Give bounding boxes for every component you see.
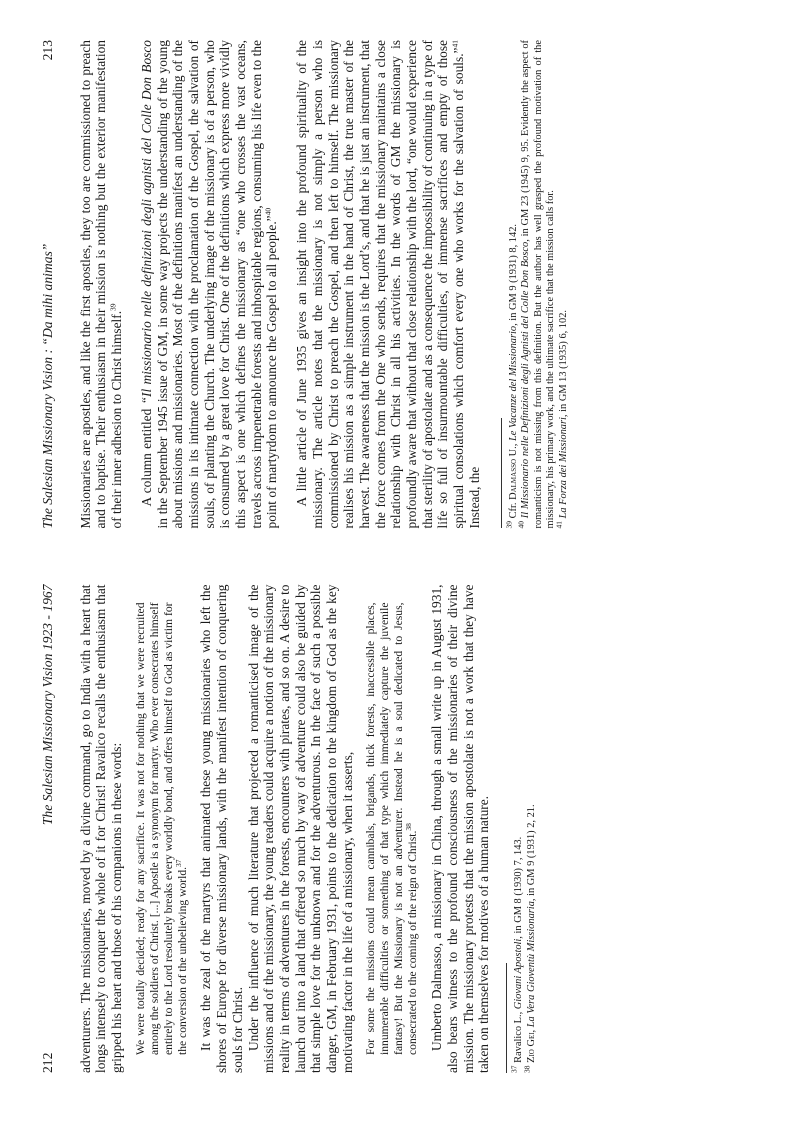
- column-title: “Il missionario nelle definizioni degli agnisti del Colle Don Bosco: [138, 40, 154, 405]
- footnote-text: , in GM 23 (1945) 9, 95. Evidently the aspect of romanticism is not missing from this definition. But the author has well grasped the profound motivation of the missionary, his primary work, and the ultimate sacrifice that the mission calls for.: [520, 40, 557, 529]
- paragraph-text: in the September 1945 issue of GM, in some way projects the understanding of the young about missions and missionaries. Most of the definitions manifest an understanding of the missions in its intimate connection with the proclamation of the Gospel, the salvation of souls, of planting the Church. The underlying image of the missionary is of a person, who is consumed by a great love for Christ. One of the definitions which express more vividly this aspect is one which defines the missionary as “one who crosses the vast oceans, travels across impenetrable forests and inhospitable regions, consuming his life even to the point of martyrdom to announce the Gospel to all people.”: [154, 40, 280, 529]
- footnote-title: La Vera Gioventù Missionaria: [525, 901, 537, 1028]
- spacer: [125, 40, 139, 529]
- footnote-ref: 41: [450, 40, 460, 48]
- footnote-ref: 37: [173, 859, 183, 867]
- footnote-text: , in GM 13 (1935) 6, 102.: [557, 309, 569, 418]
- paragraph: Under the influence of much literature that projected a romanticised image of the missions and of the missionary, the young readers could acquire a notion of the missionary reality in terms of adventures in the forests, encounters with pirates, and so on. A desire to launch out into a land that offered so much by way of adventure could also be guided by that simple love for the unknown and for the adventurous. In the face of such a possible danger, GM, in February 1931, points to the dedication to the kingdom of God as the key motivating factor in the life of a missionary, when it asserts,: [245, 584, 355, 1073]
- footnote: [504, 40, 521, 529]
- footnote-title: Il Missionario nelle Definizioni degli Agnisti del Colle Don Bosco: [520, 241, 532, 519]
- paragraph: It was the zeal of the martyrs that animated these young missionaries who left the shores of Europe for diverse missionary lands, with the manifest intention of conquering souls for Christ.: [198, 584, 245, 1073]
- footnote-title: Le Vacanze del Missionario: [507, 325, 519, 442]
- footnotes: [509, 585, 538, 1074]
- paragraph-text: A little article of June 1935 gives an insight into the profound spirituality of the missionary. The article notes that the missionary is not simply a person who is commissioned by Christ to preach the Gospel, and then left to himself. The missionary realises his mission as a simple instrument in the hand of Christ, the true master of the harvest. The awareness that the mission is the Lord’s, and that he is just an instrument, that the force comes from the One who sends, requires that the missionary maintains a close relationship with Christ in all his activities. In the words of GM the missionary is profoundly aware that without that close relationship with the lord, “one would experience that sterility of apostolate and as a consequence the impossibility of continuing in a type of life so full of insurmountable difficulties, of immense sacrifices and empty of those spiritual consolations which comfort every one who works for the salvation of souls.”: [294, 40, 467, 529]
- footnote-author: Dalmasso U.: [507, 446, 519, 500]
- footnote: [516, 40, 558, 529]
- footnote-title: Giovani Apostoli: [512, 938, 524, 1010]
- page-number: 213: [40, 40, 55, 61]
- running-head: [40, 40, 56, 529]
- paragraph: adventurers. The missionaries, moved by a divine command, go to India with a heart that longs intensely to conquer the whole of it for Christ! Ravalico recalls the enthusiasm that gripped his heart and those of his companions in these words:: [77, 584, 125, 1073]
- footnote: [554, 40, 571, 529]
- paragraph: Umberto Dalmasso, a missionary in China, through a small write up in August 1931, also bears witness to the profound consciousness of the missionaries of their divine mission. The missionary protests that the mission apostolate is not a work that they have taken on themselves for motives of a human nature.: [429, 584, 492, 1073]
- page-number: 212: [40, 1052, 55, 1073]
- right-page: [40, 40, 753, 529]
- footnote-text: ,: [525, 1027, 537, 1033]
- footnote-number: 38: [522, 1065, 532, 1073]
- footnote: [522, 585, 539, 1074]
- left-page: [40, 585, 753, 1074]
- quote-text: For some the missions could mean cannibals, brigands, thick forests, inaccessible places, innumerable difficulties or something of that type which immediately capture the juvenile fantasy! But the Missionary is not an adventurer. Instead he is a soul dedicated to Jesus, consecrated to the coming of the reign of Christ.: [364, 602, 420, 1055]
- footnote-text: , in GM 9 (1931) 8, 142.: [507, 224, 519, 326]
- running-title: The Salesian Missionary Vision 1923 - 1967: [40, 584, 55, 826]
- paragraph: [139, 40, 280, 529]
- paragraph: [78, 40, 125, 529]
- block-quote: [364, 603, 420, 1056]
- spacer: [280, 40, 294, 529]
- paragraph: [294, 40, 482, 529]
- running-title: The Salesian Missionary Vision : “Da mihi animas”: [40, 243, 55, 529]
- footnote-number: 40: [516, 521, 526, 529]
- footnote-text: , in GM 8 (1930) 7, 143.: [512, 836, 524, 939]
- footnote-number: 41: [554, 521, 564, 529]
- footnote-author: Zio Gei: [525, 1032, 537, 1063]
- footnote-title: La Forza dei Missionari: [557, 417, 569, 519]
- footnote-text: Ravalico L.,: [512, 1009, 524, 1063]
- paragraph-text: Missionaries are apostles, and like the first apostles, they too are commissioned to preach and to baptise. Their enthusiasm in their mission is nothing but the exterior manifestation of their inner adhesion to Christ himself.: [77, 40, 125, 529]
- footnote-ref: 39: [108, 303, 118, 311]
- quote-text: We were totally decided; ready for any sacrifice. It was not for nothing that we were recruited among the soldiers of Christ. [...] Apostle is a synonym for martyr. Who ever consecrates himself entirely to the Lord resolutely breaks every worldly bond, and offers himself to God as victim for the conversion of the unbelieving world.: [133, 602, 189, 1055]
- footnote: [509, 585, 526, 1074]
- block-quote: [134, 603, 190, 1056]
- footnote-text: Cfr.: [507, 499, 519, 519]
- footnote-divider: [506, 963, 507, 1073]
- footnote-text: ,: [507, 441, 519, 447]
- footnote-divider: [501, 419, 502, 529]
- footnote-text: , in GM 9 (1931) 2, 21.: [525, 804, 537, 902]
- paragraph-text: Instead, the: [466, 466, 482, 529]
- paragraph-text: A column entitled: [138, 404, 154, 507]
- footnote-number: 39: [504, 521, 514, 529]
- footnotes: [504, 40, 571, 529]
- footnote-ref: 38: [404, 823, 414, 831]
- footnote-ref: 40: [263, 207, 273, 216]
- footnote-number: 37: [509, 1065, 519, 1073]
- running-head: [40, 585, 56, 1074]
